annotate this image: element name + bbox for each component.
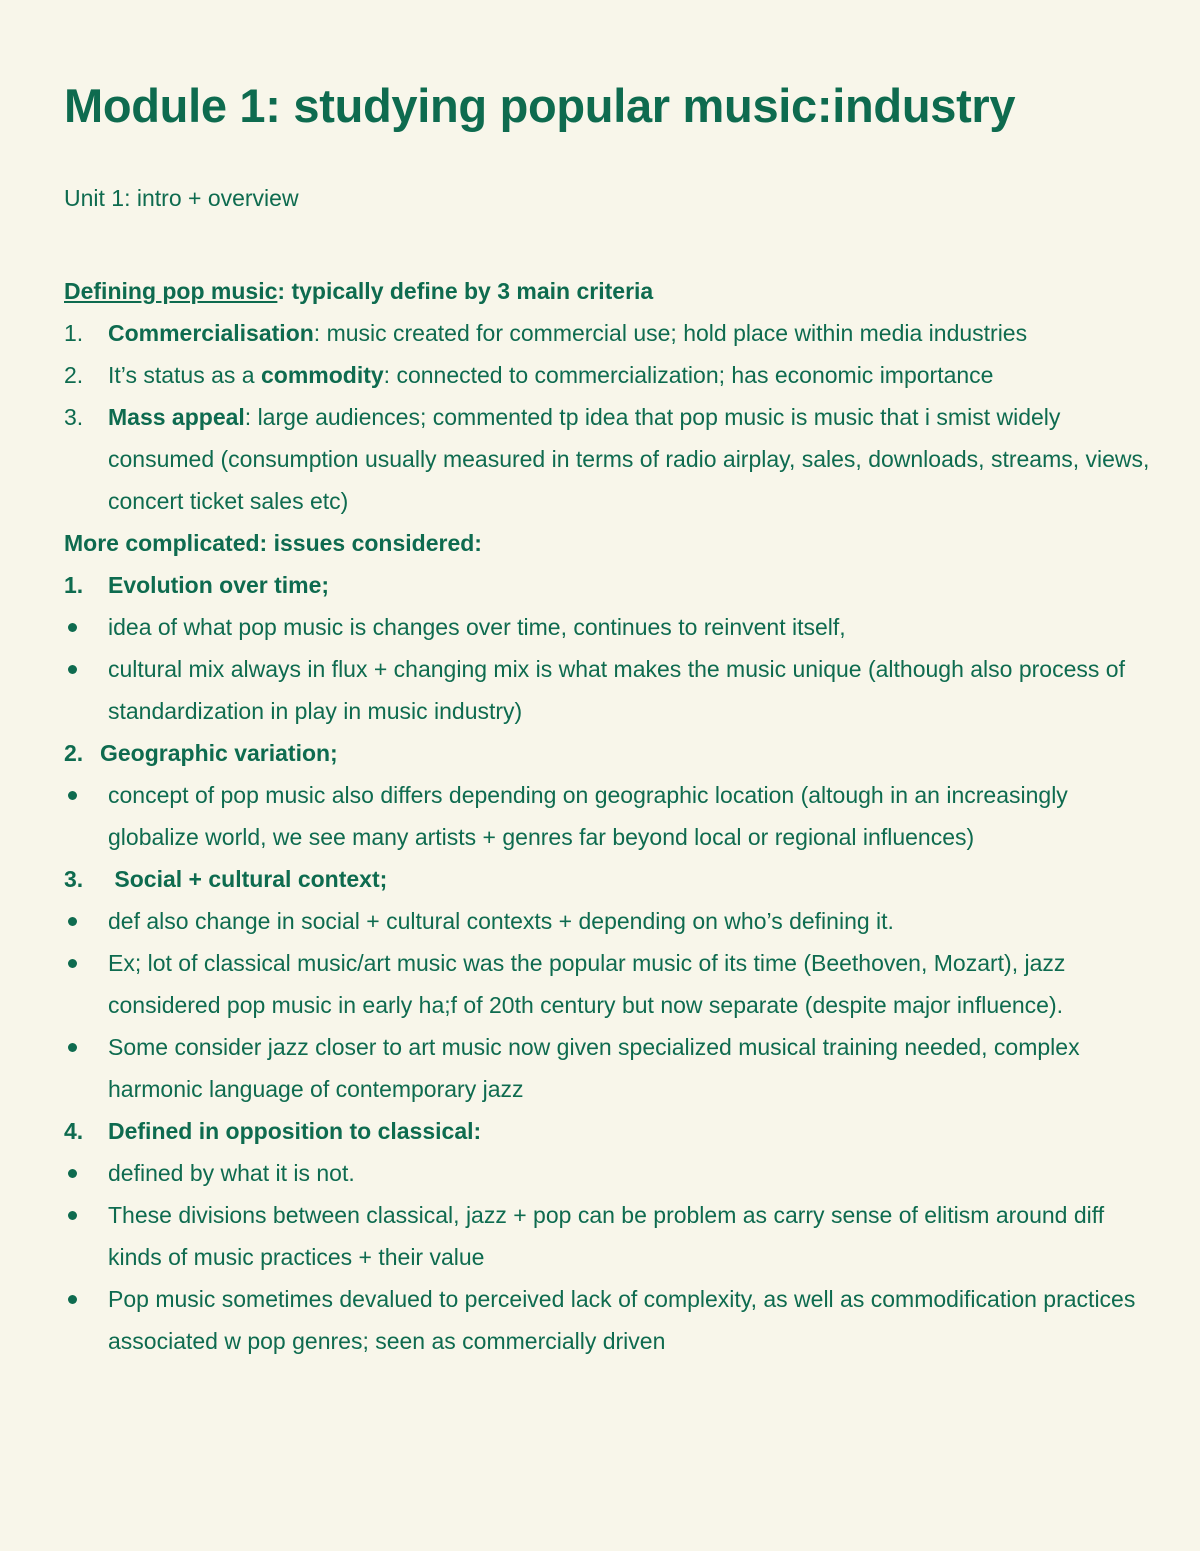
criteria-term: Commercialisation	[108, 320, 314, 346]
bullet-item	[64, 774, 1154, 858]
bullet-text: concept of pop music also differs depending on geographic location (altough in an increasingly globalize world, we see many artists + genres far beyond local or regional influences)	[108, 782, 1068, 850]
bullet-text: cultural mix always in flux + changing mix is what makes the music unique (although also process of standardization in play in music industry)	[108, 656, 1125, 724]
bullet-text: Pop music sometimes devalued to perceived lack of complexity, as well as commodification practices associated w pop genres; seen as commercially driven	[108, 1286, 1136, 1354]
list-number: 4.	[64, 1118, 84, 1144]
bullet-text: idea of what pop music is changes over time, continues to reinvent itself,	[108, 614, 846, 640]
list-number: 1.	[64, 320, 84, 346]
bullet-item	[64, 1152, 1154, 1194]
complicated-heading: More complicated: issues considered:	[64, 530, 482, 556]
criteria-text: : music created for commercial use; hold place within media industries	[313, 320, 1028, 346]
defining-heading	[64, 270, 1154, 312]
bullet-item	[64, 1278, 1154, 1362]
defining-label: Defining pop music	[64, 278, 278, 304]
issue-heading	[64, 732, 1154, 774]
list-number: 3.	[64, 866, 84, 892]
bullet-item	[64, 942, 1154, 1026]
defining-rest: : typically define by 3 main criteria	[277, 278, 654, 304]
issue-label: Social + cultural context;	[108, 866, 388, 892]
issue-label: Defined in opposition to classical:	[108, 1118, 482, 1144]
bullet-text: def also change in social + cultural contexts + depending on who’s defining it.	[108, 908, 894, 934]
bullet-text: These divisions between classical, jazz + pop can be problem as carry sense of elitism around diff kinds of music practices + their value	[108, 1202, 1105, 1270]
criteria-term: commodity	[260, 362, 384, 388]
bullet-icon	[68, 917, 77, 926]
unit-subtitle: Unit 1: intro + overview	[64, 185, 299, 211]
criteria-item	[64, 312, 1154, 354]
page-title: Module 1: studying popular music:industry	[64, 79, 1016, 132]
defining-section	[64, 270, 1154, 522]
bullet-icon	[68, 623, 77, 632]
bullet-item	[64, 900, 1154, 942]
bullet-item	[64, 648, 1154, 732]
criteria-item	[64, 396, 1154, 522]
list-number: 3.	[64, 404, 84, 430]
list-number: 1.	[64, 572, 84, 598]
bullet-item	[64, 606, 1154, 648]
criteria-text: : large audiences; commented tp idea that pop music is music that i smist widely consumed (consumption usually measured in terms of radio airplay, sales, downloads, streams, views, concert ticket sales etc)	[108, 404, 1150, 514]
criteria-term: Mass appeal	[108, 404, 245, 430]
issue-label: Geographic variation;	[100, 740, 338, 766]
bullet-item	[64, 1194, 1154, 1278]
bullet-icon	[68, 959, 77, 968]
issue-heading	[64, 564, 1154, 606]
bullet-icon	[68, 791, 77, 800]
bullet-icon	[68, 665, 77, 674]
list-number: 2.	[64, 362, 84, 388]
bullet-icon	[68, 1295, 77, 1304]
bullet-icon	[68, 1043, 77, 1052]
criteria-text: : connected to commercialization; has economic importance	[383, 362, 994, 388]
document-page	[64, 78, 1154, 1362]
bullet-icon	[68, 1169, 77, 1178]
list-number: 2.	[64, 740, 84, 766]
bullet-text: Ex; lot of classical music/art music was the popular music of its time (Beethoven, Mozart), jazz considered pop music in early ha;f of 20th century but now separate (despite major influence).	[108, 950, 1066, 1018]
issue-heading	[64, 1110, 1154, 1152]
bullet-item	[64, 1026, 1154, 1110]
bullet-icon	[68, 1211, 77, 1220]
criteria-item: 2. It’s status as a commodity: connected to commercialization; has economic importance	[64, 354, 1154, 396]
bullet-text: Some consider jazz closer to art music now given specialized musical training needed, complex harmonic language of contemporary jazz	[108, 1034, 1080, 1102]
bullet-text: defined by what it is not.	[108, 1160, 355, 1186]
issue-label: Evolution over time;	[108, 572, 330, 598]
issue-heading	[64, 858, 1154, 900]
